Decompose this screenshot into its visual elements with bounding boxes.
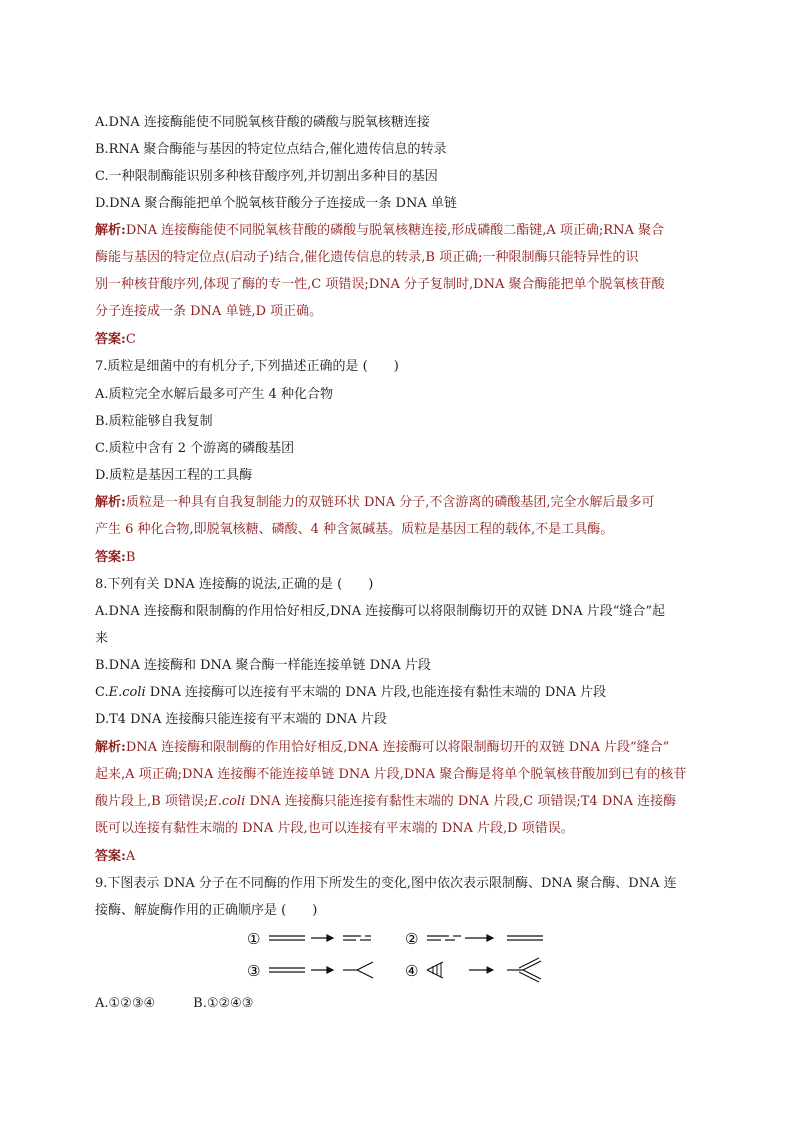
- q7-answer: [95, 549, 135, 567]
- q9-option-a: A.①②③④: [95, 996, 156, 1011]
- q6-analysis-line-1: [95, 222, 664, 240]
- answer-label: 答案:: [95, 550, 126, 565]
- q8-analysis-line-4: 既可以连接有黏性末端的 DNA 片段,也可以连接有平末端的 DNA 片段,D 项错误。: [95, 821, 574, 836]
- q9-options: [95, 995, 253, 1013]
- answer-label: 答案:: [95, 849, 126, 864]
- figure-1-strands: [269, 935, 371, 941]
- q8-stem: 8.下列有关 DNA 连接酶的说法,正确的是 ( ): [95, 577, 374, 592]
- q7-option-a: A.质粒完全水解后最多可产生 4 种化合物: [95, 387, 334, 402]
- q7-analysis-line-2: 产生 6 种化合物,即脱氧核糖、磷酸、4 种含氮碱基。质粒是基因工程的载体,不是工具酶。: [95, 522, 614, 537]
- dna-enzyme-figure: [245, 928, 565, 988]
- q8-option-d: D.T4 DNA 连接酶只能连接有平末端的 DNA 片段: [95, 712, 387, 727]
- q7-option-c: C.质粒中含有 2 个游离的磷酸基团: [95, 441, 295, 456]
- analysis-label: 解析:: [95, 740, 126, 755]
- answer-label: 答案:: [95, 332, 126, 347]
- q7-option-b: B.质粒能够自我复制: [95, 414, 213, 429]
- figure-label-3: ③: [247, 962, 261, 980]
- figure-3-strands: [269, 962, 373, 978]
- species-name: E.coli: [108, 685, 146, 700]
- q6-option-b: B.RNA 聚合酶能与基因的特定位点结合,催化遗传信息的转录: [95, 142, 447, 157]
- q8-option-a-line-2: 来: [95, 631, 109, 646]
- q7-analysis-line-1: [95, 494, 655, 512]
- q6-answer: [95, 331, 136, 349]
- figure-label-4: ④: [405, 962, 419, 980]
- q8-analysis-line-2: 起来,A 项正确;DNA 连接酶不能连接单链 DNA 片段,DNA 聚合酶是将单个脱氧核苷酸加到已有的核苷: [95, 767, 687, 782]
- figure-label-1: ①: [247, 930, 261, 948]
- analysis-label: 解析:: [95, 495, 126, 510]
- q9-stem-line-1: 9.下图表示 DNA 分子在不同酶的作用下所发生的变化,图中依次表示限制酶、DNA 聚合酶、DNA 连: [95, 876, 677, 891]
- analysis-text: DNA 连接酶和限制酶的作用恰好相反,DNA 连接酶可以将限制酶切开的双链 DNA 片段“缝合”: [125, 740, 670, 755]
- option-prefix: C.: [95, 685, 109, 700]
- q8-analysis-line-3: [95, 793, 676, 811]
- q6-option-a: A.DNA 连接酶能使不同脱氧核苷酸的磷酸与脱氧核糖连接: [95, 115, 430, 130]
- figure-2-strands: [427, 935, 543, 941]
- q6-analysis-line-3: 别一种核苷酸序列,体现了酶的专一性,C 项错误;DNA 分子复制时,DNA 聚合酶能把单个脱氧核苷酸: [95, 277, 665, 292]
- analysis-text: DNA 连接酶只能连接有黏性末端的 DNA 片段,C 项错误;T4 DNA 连接酶: [245, 794, 677, 809]
- figure-4-strands: [427, 958, 541, 982]
- q6-analysis-line-4: 分子连接成一条 DNA 单链,D 项正确。: [95, 304, 323, 319]
- q6-analysis-line-2: 酶能与基因的特定位点(启动子)结合,催化遗传信息的转录,B 项正确;一种限制酶只能特异性的识: [95, 250, 639, 265]
- species-name: E.coli: [208, 794, 246, 809]
- analysis-text: 酸片段上,B 项错误;: [95, 794, 209, 809]
- answer-value: C: [125, 332, 136, 347]
- q8-answer: [95, 848, 135, 866]
- figure-label-2: ②: [405, 930, 419, 948]
- q6-option-d: D.DNA 聚合酶能把单个脱氧核苷酸分子连接成一条 DNA 单链: [95, 196, 457, 211]
- q9-option-b: B.①②④③: [193, 996, 254, 1011]
- analysis-label: 解析:: [95, 223, 126, 238]
- answer-value: A: [125, 849, 136, 864]
- q8-analysis-line-1: [95, 739, 669, 757]
- q9-stem-line-2: 接酶、解旋酶作用的正确顺序是 ( ): [95, 903, 318, 918]
- q6-option-c: C.一种限制酶能识别多种核苷酸序列,并切割出多种目的基因: [95, 169, 438, 184]
- option-text: DNA 连接酶可以连接有平末端的 DNA 片段,也能连接有黏性末端的 DNA 片段: [145, 685, 607, 700]
- q8-option-b: B.DNA 连接酶和 DNA 聚合酶一样能连接单链 DNA 片段: [95, 658, 431, 673]
- q7-option-d: D.质粒是基因工程的工具酶: [95, 468, 253, 483]
- answer-value: B: [125, 550, 136, 565]
- q8-option-c: [95, 684, 606, 702]
- q7-stem: 7.质粒是细菌中的有机分子,下列描述正确的是 ( ): [95, 359, 399, 374]
- analysis-text: DNA 连接酶能使不同脱氧核苷酸的磷酸与脱氧核糖连接,形成磷酸二酯键,A 项正确;RNA 聚合: [125, 223, 664, 238]
- analysis-text: 质粒是一种具有自我复制能力的双链环状 DNA 分子,不含游离的磷酸基团,完全水解后最多可: [125, 495, 655, 510]
- q8-option-a-line-1: A.DNA 连接酶和限制酶的作用恰好相反,DNA 连接酶可以将限制酶切开的双链 DNA 片段“缝合”起: [95, 604, 666, 619]
